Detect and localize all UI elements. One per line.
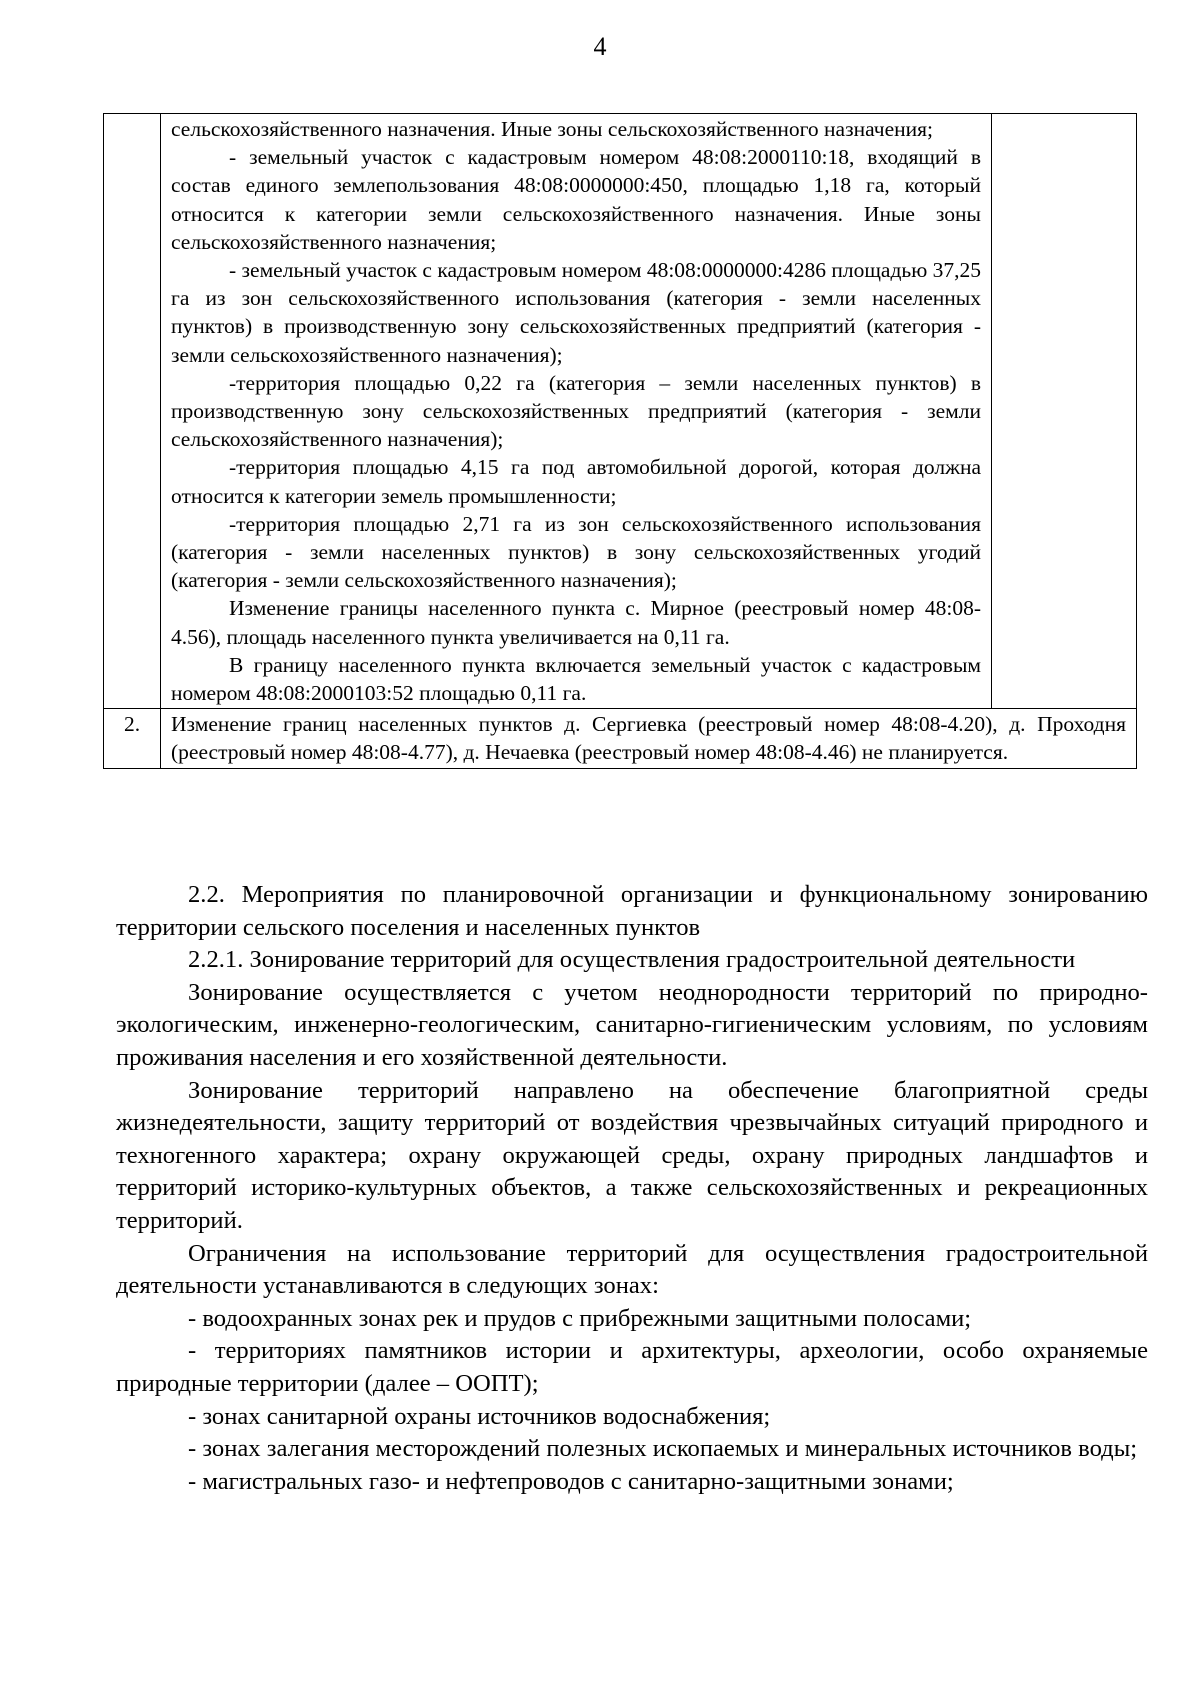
cell-paragraph: - земельный участок с кадастровым номером 48:08:0000000:4286 площадью 37,25 га из зон сельскохозяйственного использования (категория - земли населенных пунктов) в производственную зону сельскохозяйственных предприятий (категория - земли сельскохозяйственного назначения); [171,258,982,367]
cell-paragraph: - земельный участок с кадастровым номером 48:08:2000110:18, входящий в состав единого землепользования 48:08:0000000:450, площадью 1,18 га, который относится к категории земли сельскохозяйственного назначения. Иные зоны сельскохозяйственного назначения; [171,145,981,254]
list-item: - территориях памятников истории и архитектуры, археологии, особо охраняемые природные территории (далее – ООПТ); [116,1337,1148,1397]
page-number: 4 [593,32,607,61]
subsection-heading: 2.2.1. Зонирование территорий для осуществления градостроительной деятельности [188,946,1076,974]
table-cell-empty [992,114,1137,709]
list-item: - зонах санитарной охраны источников водоснабжения; [188,1402,771,1430]
cell-paragraph: -территория площадью 0,22 га (категория – земли населенных пунктов) в производственную зону сельскохозяйственных предприятий (категория - земли сельскохозяйственного назначения); [171,370,981,452]
cell-paragraph: -территория площадью 4,15 га под автомобильной дорогой, которая должна относится к категории земель промышленности; [171,455,981,508]
body-paragraph: Ограничения на использование территорий для осуществления градостроительной деятельности устанавливаются в следующих зонах: [116,1239,1148,1300]
table-cell-content [161,709,1137,768]
cell-paragraph: сельскохозяйственного назначения. Иные зоны сельскохозяйственного назначения; [171,117,934,141]
list-item: - зонах залегания месторождений полезных ископаемых и минеральных источников воды; [188,1435,1138,1463]
table-row [104,709,1137,768]
cell-paragraph: Изменение границы населенного пункта с. Мирное (реестровый номер 48:08-4.56), площадь населенного пункта увеличивается на 0,11 га. [171,596,981,649]
cell-paragraph: Изменение границ населенных пунктов д. Сергиевка (реестровый номер 48:08-4.20), д. Проходня (реестровый номер 48:08-4.77), д. Нечаевка (реестровый номер 48:08-4.46) не планируется. [171,712,1126,765]
cell-paragraph: -территория площадью 2,71 га из зон сельскохозяйственного использования (категория - земли населенных пунктов) в зону сельскохозяйственных угодий (категория - земли сельскохозяйственного назначения); [171,511,981,593]
measures-table [103,113,1137,769]
table-cell-content [161,114,992,709]
list-item: - магистральных газо- и нефтепроводов с санитарно-защитными зонами; [188,1467,954,1495]
list-item: - водоохранных зонах рек и прудов с прибрежными защитными полосами; [188,1304,972,1332]
body-paragraph: Зонирование осуществляется с учетом неоднородности территорий по природно-экологическим, инженерно-геологическим, санитарно-гигиеническим условиям, по условиям проживания населения и его хозяйственной деятельности. [116,978,1148,1071]
section-heading: 2.2. Мероприятия по планировочной организации и функциональному зонированию территории сельского поселения и населенных пунктов [116,881,1148,941]
body-paragraph: Зонирование территорий направлено на обеспечение благоприятной среды жизнедеятельности, защиту территорий от воздействия чрезвычайных ситуаций природного и техногенного характера; охрану окружающей среды, охрану природных ландшафтов и территорий историко-культурных объектов, а также сельскохозяйственных и рекреационных территорий. [116,1076,1148,1234]
document-body [116,879,1148,1498]
table-cell-number [104,114,161,709]
cell-paragraph: В границу населенного пункта включается земельный участок с кадастровым номером 48:08:2000103:52 площадью 0,11 га. [171,652,981,706]
table-row [104,114,1137,709]
table-cell-number: 2. [104,709,161,768]
